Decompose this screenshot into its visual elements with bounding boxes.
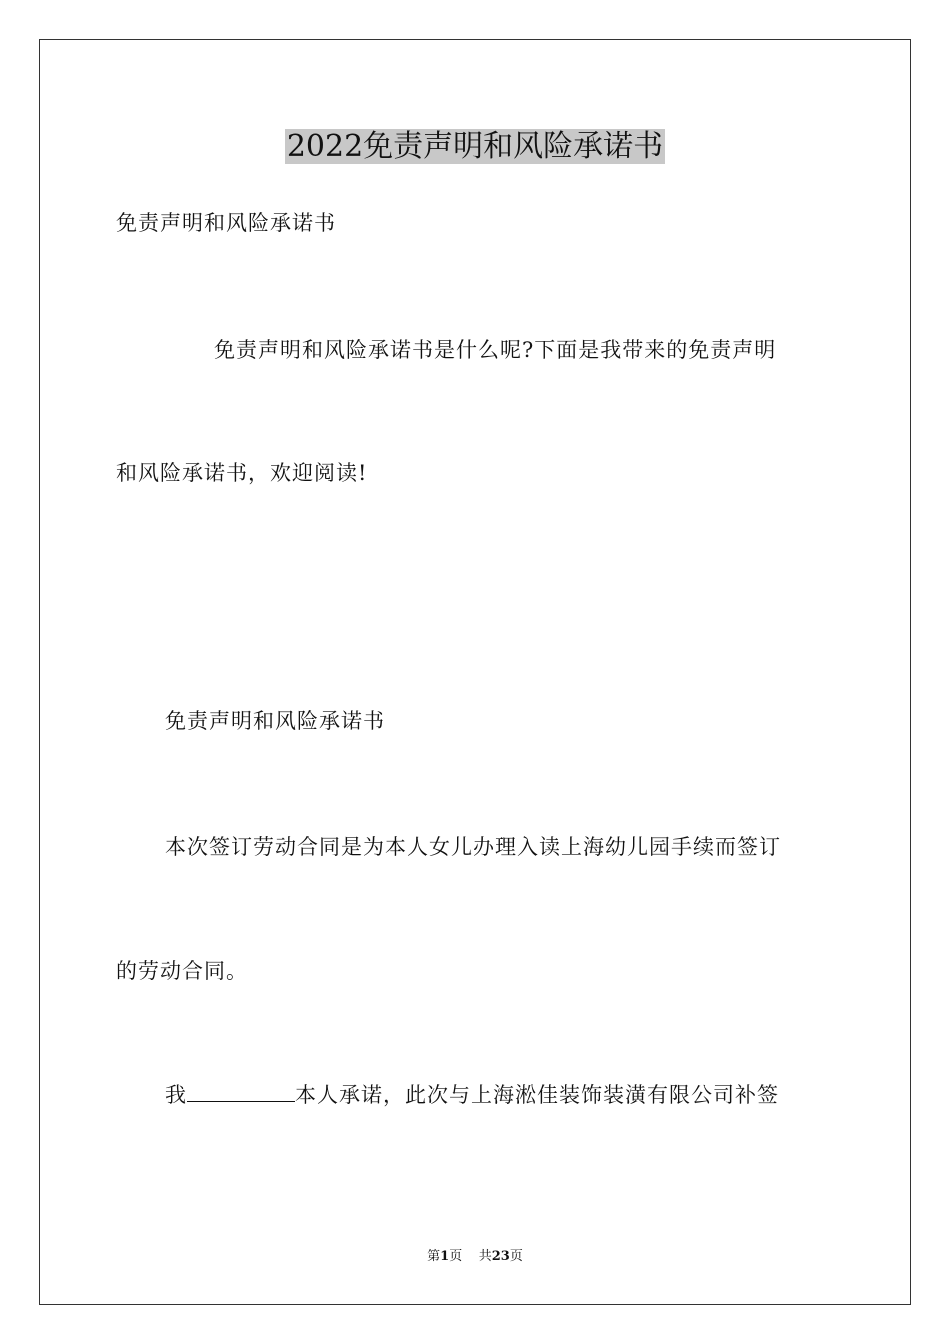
body-line-2: 的劳动合同。 (116, 959, 248, 983)
body-line-3-rest: 本人承诺，此次与上海淞佳装饰装潢有限公司补签 (295, 1083, 779, 1107)
document-title-text: 2022免责声明和风险承诺书 (286, 129, 664, 164)
footer-total-suffix: 页 (509, 1249, 523, 1264)
body-line-3-start: 我 (165, 1083, 187, 1107)
subtitle-line: 免责声明和风险承诺书 (116, 211, 336, 235)
name-blank-field (187, 1081, 295, 1102)
footer-page-suffix: 页 (449, 1249, 463, 1264)
page-footer (0, 1248, 950, 1266)
intro-line-2: 和风险承诺书，欢迎阅读! (116, 461, 368, 485)
section-heading: 免责声明和风险承诺书 (165, 709, 385, 733)
body-line-3 (165, 1080, 779, 1110)
intro-line-1: 免责声明和风险承诺书是什么呢?下面是我带来的免责声明 (214, 338, 777, 362)
footer-total-prefix: 共 (478, 1249, 492, 1264)
footer-total-number: 23 (491, 1249, 510, 1264)
body-line-1: 本次签订劳动合同是为本人女儿办理入读上海幼儿园手续而签订 (165, 835, 781, 859)
footer-page-number: 1 (440, 1249, 450, 1264)
footer-page-prefix: 第 (427, 1249, 441, 1264)
document-title (0, 126, 950, 168)
